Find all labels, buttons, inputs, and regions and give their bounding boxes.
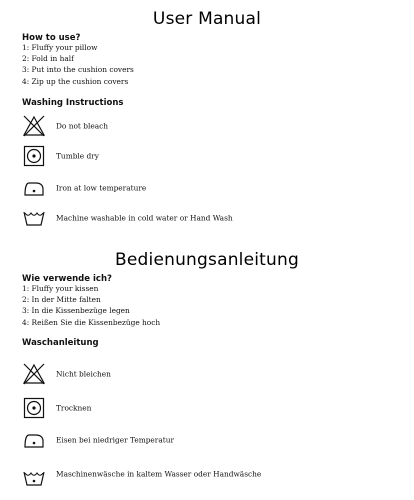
english-step-3: 3: Put into the cushion covers [22,65,134,75]
tumble-dry-icon [22,396,46,420]
english-care-do-not-bleach [22,114,402,138]
english-care-label-3: Iron at low temperature [56,183,147,193]
english-care-label-1: Do not bleach [56,121,109,131]
english-care-tumble-dry [22,144,402,168]
iron-low-temperature-icon [22,176,46,200]
english-steps-list [22,42,134,87]
german-care-hand-wash [22,466,402,490]
german-title: Bedienungsanleitung [115,250,299,270]
german-care-label-1: Nicht bleichen [56,369,111,379]
german-step-1: 1: Fluffy your kissen [22,284,99,293]
do-not-bleach-icon [22,114,46,138]
german-step-2: 2: In der Mitte falten [22,295,101,305]
english-step-4: 4: Zip up the cushion covers [22,76,129,86]
german-step-3: 3: In die Kissenbezüge legen [22,306,130,316]
english-step-1: 1: Fluffy your pillow [22,43,98,52]
german-step-4: 4: Reißen Sie die Kissenbezüge hoch [22,317,161,327]
english-step-2: 2: Fold in half [22,54,74,64]
german-washing-heading: Waschanleitung [22,338,99,348]
iron-low-temperature-icon [22,428,46,452]
german-care-tumble-dry [22,396,402,420]
german-care-label-4: Maschinenwäsche in kaltem Wasser oder Handwäsche [56,469,262,479]
german-steps-list [22,283,160,328]
german-care-label-3: Eisen bei niedriger Temperatur [56,435,175,445]
english-washing-heading: Washing Instructions [22,98,124,108]
do-not-bleach-icon [22,362,46,386]
hand-wash-icon [22,206,46,230]
english-title: User Manual [152,9,262,29]
tumble-dry-icon [22,144,46,168]
hand-wash-icon [22,466,46,490]
english-care-hand-wash [22,206,402,230]
german-how-to-heading: Wie verwende ich? [22,274,112,284]
german-care-do-not-bleach [22,362,402,386]
german-care-iron-low [22,428,402,452]
english-care-iron-low [22,176,402,200]
english-care-label-2: Tumble dry [56,151,99,161]
german-care-label-2: Trocknen [56,403,92,413]
english-care-label-4: Machine washable in cold water or Hand Wash [56,213,233,223]
english-how-to-heading: How to use? [22,33,81,43]
